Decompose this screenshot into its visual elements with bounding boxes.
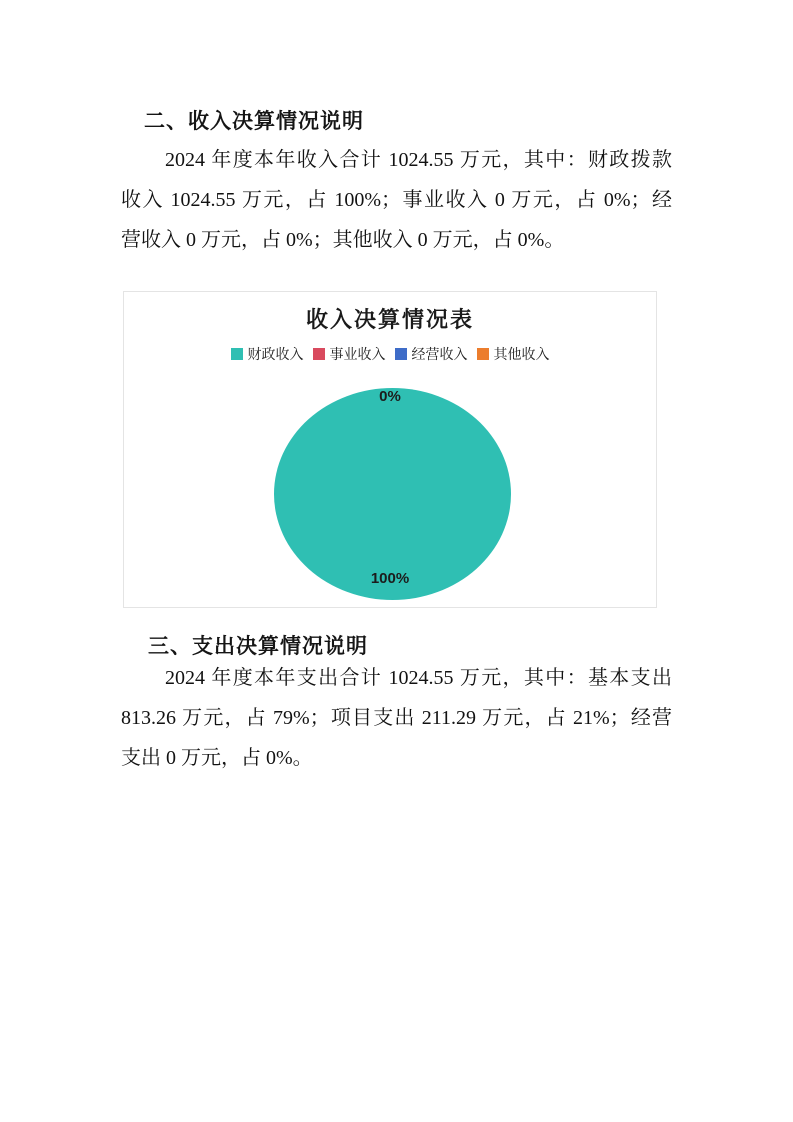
paragraph-line: 支出 0 万元，占 0%。 [121, 747, 313, 769]
legend-swatch-jingying [395, 348, 407, 360]
expenditure-paragraph [121, 658, 672, 778]
pie-slice-label-hundred: 100% [370, 570, 410, 587]
legend-label: 其他收入 [493, 348, 550, 363]
paragraph-line: 2024 年度本年收入合计 1024.55 万元，其中：财政拨款 [165, 149, 672, 171]
legend-swatch-qita [477, 348, 489, 360]
legend-swatch-shiye [313, 348, 325, 360]
paragraph-line: 813.26 万元，占 79%；项目支出 211.29 万元，占 21%；经营 [121, 707, 672, 729]
pie-slice-label-zero: 0% [379, 388, 401, 405]
section-income-heading: 二、收入决算情况说明 [144, 110, 364, 133]
chart-title: 收入决算情况表 [305, 307, 474, 332]
legend-item [477, 344, 550, 364]
legend-item [313, 344, 386, 364]
legend-item [395, 344, 468, 364]
income-paragraph [121, 140, 672, 260]
legend-label: 经营收入 [411, 348, 468, 363]
paragraph-line: 收入 1024.55 万元，占 100%；事业收入 0 万元，占 0%；经 [121, 189, 672, 211]
income-pie-chart-card [123, 291, 657, 608]
section-expenditure-heading: 三、支出决算情况说明 [148, 635, 368, 658]
paragraph-line: 营收入 0 万元，占 0%；其他收入 0 万元，占 0%。 [121, 229, 565, 251]
legend-label: 财政收入 [247, 348, 304, 363]
chart-legend [124, 344, 656, 364]
legend-label: 事业收入 [329, 348, 386, 363]
paragraph-line: 2024 年度本年支出合计 1024.55 万元，其中：基本支出 [165, 667, 672, 689]
legend-swatch-caizheng [231, 348, 243, 360]
legend-item [231, 344, 304, 364]
pie-ellipse [274, 388, 511, 600]
